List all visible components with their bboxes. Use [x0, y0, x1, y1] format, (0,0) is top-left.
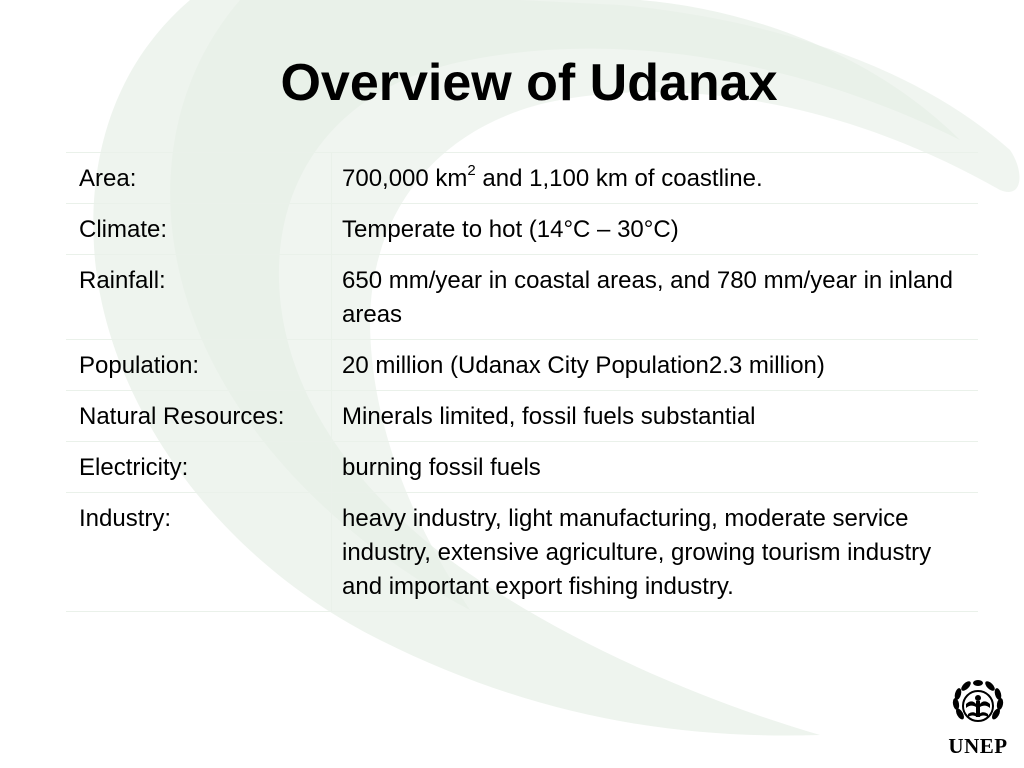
- table-row-electricity: [66, 442, 978, 493]
- row-label: Natural Resources:: [66, 391, 332, 442]
- table-row-industry: [66, 493, 978, 612]
- un-emblem-icon: [936, 676, 1020, 734]
- row-value: burning fossil fuels: [332, 442, 979, 493]
- slide-title: Overview of Udanax: [280, 54, 778, 112]
- value-prefix: 700,000 km: [342, 165, 468, 192]
- row-label: Population:: [66, 340, 332, 391]
- unep-logo: [936, 676, 1020, 762]
- overview-table: [66, 152, 978, 612]
- logo-text: UNEP: [948, 734, 1008, 758]
- row-label: Industry:: [66, 493, 332, 612]
- table-row-natural-resources: [66, 391, 978, 442]
- row-label: Area:: [66, 153, 332, 204]
- table-row-population: [66, 340, 978, 391]
- value-suffix: and 1,100 km of coastline.: [475, 165, 763, 192]
- value-superscript: 2: [467, 162, 476, 179]
- table-row-climate: [66, 204, 978, 255]
- row-value: heavy industry, light manufacturing, moderate service industry, extensive agriculture, growing tourism industry and important export fishing industry.: [332, 493, 979, 612]
- table-row-rainfall: [66, 255, 978, 340]
- row-label: Climate:: [66, 204, 332, 255]
- row-value: 20 million (Udanax City Population2.3 million): [332, 340, 979, 391]
- row-value: Temperate to hot (14°C – 30°C): [332, 204, 979, 255]
- row-label: Rainfall:: [66, 255, 332, 340]
- row-value: Minerals limited, fossil fuels substantial: [332, 391, 979, 442]
- row-value: 650 mm/year in coastal areas, and 780 mm/year in inland areas: [332, 255, 979, 340]
- table-row-area: [66, 153, 978, 204]
- row-label: Electricity:: [66, 442, 332, 493]
- row-value: [332, 153, 979, 204]
